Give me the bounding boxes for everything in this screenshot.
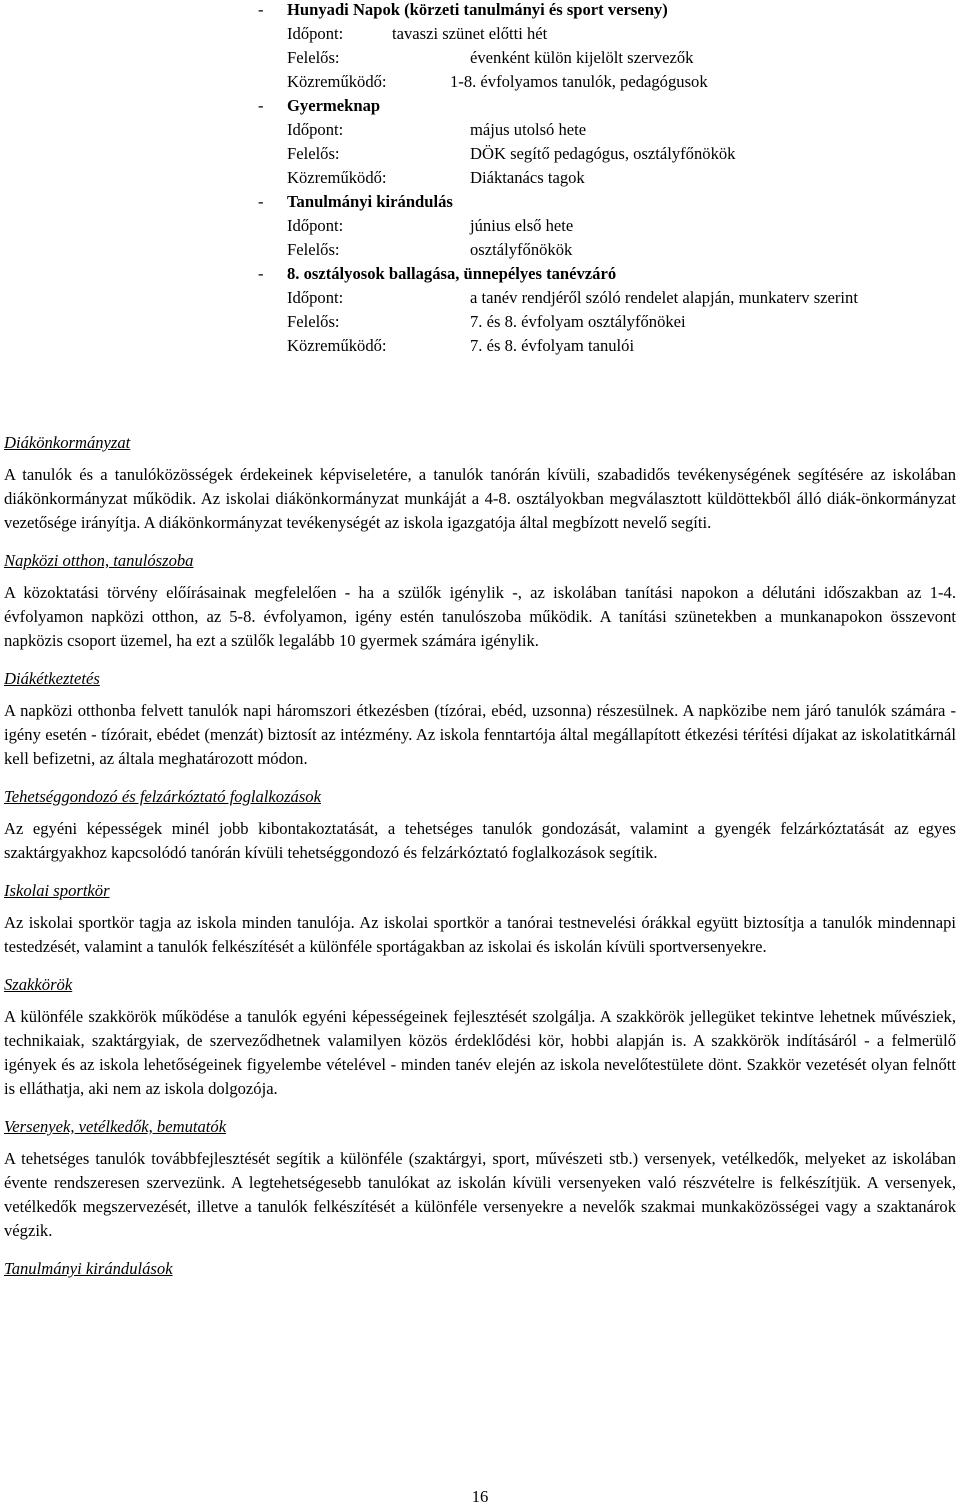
- event-row-value: 7. és 8. évfolyam tanulói: [470, 336, 635, 355]
- event-title: 8. osztályosok ballagása, ünnepélyes tanévzáró: [287, 264, 617, 283]
- event-item: - Hunyadi Napok (körzeti tanulmányi és sport verseny) Időpont: tavaszi szünet előtti hét Felelős: évenként külön kijelölt szervezők Közreműködő: 1-8. évfolyamos tanulók, pedagógusok: [258, 0, 958, 94]
- section-heading: Iskolai sportkör: [4, 881, 110, 900]
- event-row-value: osztályfőnökök: [470, 240, 573, 259]
- section-heading: Tehetséggondozó és felzárkóztató foglalkozások: [4, 787, 321, 806]
- section-heading: Diákönkormányzat: [4, 433, 131, 452]
- event-row-label: Közreműködő:: [287, 336, 387, 355]
- event-row-value: június első hete: [470, 216, 574, 235]
- page-number: 16: [471, 1487, 489, 1506]
- event-row-label: Időpont:: [287, 216, 344, 235]
- section-heading: Versenyek, vetélkedők, bemutatók: [4, 1117, 227, 1136]
- section-paragraph: A tanulók és a tanulóközösségek érdekeinek képviseletére, a tanulók tanórán kívüli, szabadidős tevékenységének segítésére az iskolában diákönkormányzat működik. Az iskolai diákönkormányzat munkáját a 4-8. osztályokban megválasztott küldöttekből álló diák-önkormányzat vezetősége irányítja. A diákönkormányzat tevékenységét az iskola igazgatója által megbízott nevelő segíti.: [4, 465, 956, 532]
- event-row-label: Időpont:: [287, 120, 344, 139]
- section-heading: Napközi otthon, tanulószoba: [4, 551, 194, 570]
- event-row-value: DÖK segítő pedagógus, osztályfőnökök: [470, 144, 736, 163]
- event-row-value: május utolsó hete: [470, 120, 587, 139]
- event-row-label: Felelős:: [287, 48, 340, 67]
- section-heading: Tanulmányi kirándulások: [4, 1259, 173, 1278]
- event-row-value: a tanév rendjéről szóló rendelet alapján, munkaterv szerint: [470, 288, 858, 307]
- event-row-value: tavaszi szünet előtti hét: [392, 24, 548, 43]
- event-row-value: Diáktanács tagok: [470, 168, 585, 187]
- event-item: - 8. osztályosok ballagása, ünnepélyes tanévzáró Időpont: a tanév rendjéről szóló rendelet alapján, munkaterv szerint Felelős: 7. és 8. évfolyam osztályfőnökei Közreműködő: 7. és 8. évfolyam tanulói: [258, 262, 958, 358]
- event-title: Gyermeknap: [287, 96, 381, 115]
- event-list: [258, 0, 958, 358]
- document-body: [4, 431, 956, 1289]
- event-row-label: Időpont:: [287, 24, 344, 43]
- event-row-label: Felelős:: [287, 312, 340, 331]
- section-paragraph: A közoktatási törvény előírásainak megfelelően - ha a szülők igénylik -, az iskolában tanítási napokon a délutáni időszakban az 1-4. évfolyamon napközi otthon, az 5-8. évfolyamon, igény estén tanulószoba működik. A tanítási szünetekben a munkanapokon összevont napközis csoport üzemel, ha ezt a szülők legalább 10 gyermek számára igénylik.: [4, 583, 956, 650]
- section-paragraph: A különféle szakkörök működése a tanulók egyéni képességeinek fejlesztését szolgálja. A szakkörök jellegüket tekintve lehetnek művésziek, technikaiak, szaktárgyiak, de szerveződhetnek valamilyen közös érdeklődési kör, hobbi alapján is. A szakkörök indításáról - a felmerülő igények és az iskola lehetőségeinek figyelembe vételével - minden tanév elején az iskola nevelőtestülete dönt. Szakkör vezetését olyan felnőtt is elláthatja, aki nem az iskola dolgozója.: [4, 1007, 956, 1098]
- event-item: - Tanulmányi kirándulás Időpont: június első hete Felelős: osztályfőnökök: [258, 190, 958, 262]
- section-paragraph: Az egyéni képességek minél jobb kibontakoztatását, a tehetséges tanulók gondozását, valamint a gyengék felzárkóztatását az egyes szaktárgyakhoz kapcsolódó tanórán kívüli tehetséggondozó és felzárkóztató foglalkozások segítik.: [4, 819, 956, 862]
- event-row-label: Közreműködő:: [287, 168, 387, 187]
- event-row-label: Felelős:: [287, 144, 340, 163]
- event-row-label: Közreműködő:: [287, 72, 387, 91]
- section-heading: Diákétkeztetés: [4, 669, 100, 688]
- section-paragraph: A tehetséges tanulók továbbfejlesztését segítik a különféle (szaktárgyi, sport, művészeti stb.) versenyek, vetélkedők, melyeket az iskolában évente rendszeresen szervezünk. A legtehetségesebb tanulókat az iskolán kívüli versenyeken való részvételre is felkészítjük. A versenyek, vetélkedők megszervezését, illetve a tanulók felkészítését a különféle versenyekre a nevelők szakmai munkaközösségei vagy a szaktanárok végzik.: [4, 1149, 956, 1240]
- section-paragraph: A napközi otthonba felvett tanulók napi háromszori étkezésben (tízórai, ebéd, uzsonna) részesülnek. A napközibe nem járó tanulók számára - igény esetén - tízórait, ebédet (menzát) biztosít az intézmény. Az iskola fenntartója által megállapított étkezési térítési díjakat az iskolatitkárnál kell befizetni, az általa meghatározott módon.: [4, 701, 956, 768]
- section-heading: Szakkörök: [4, 975, 73, 994]
- event-row-value: évenként külön kijelölt szervezők: [470, 48, 694, 67]
- event-row-label: Felelős:: [287, 240, 340, 259]
- event-title: Tanulmányi kirándulás: [287, 192, 453, 211]
- event-row-value: 1-8. évfolyamos tanulók, pedagógusok: [450, 72, 708, 91]
- event-row-label: Időpont:: [287, 288, 344, 307]
- event-item: - Gyermeknap Időpont: május utolsó hete Felelős: DÖK segítő pedagógus, osztályfőnökök Közreműködő: Diáktanács tagok: [258, 94, 958, 190]
- event-row-value: 7. és 8. évfolyam osztályfőnökei: [470, 312, 686, 331]
- event-title: Hunyadi Napok (körzeti tanulmányi és sport verseny): [287, 0, 668, 19]
- section-paragraph: Az iskolai sportkör tagja az iskola minden tanulója. Az iskolai sportkör a tanórai testnevelési órákkal együtt biztosítja a tanulók mindennapi testedzését, valamint a tanulók felkészítését a különféle sportágakban az iskolai és iskolán kívüli sportversenyekre.: [4, 913, 956, 956]
